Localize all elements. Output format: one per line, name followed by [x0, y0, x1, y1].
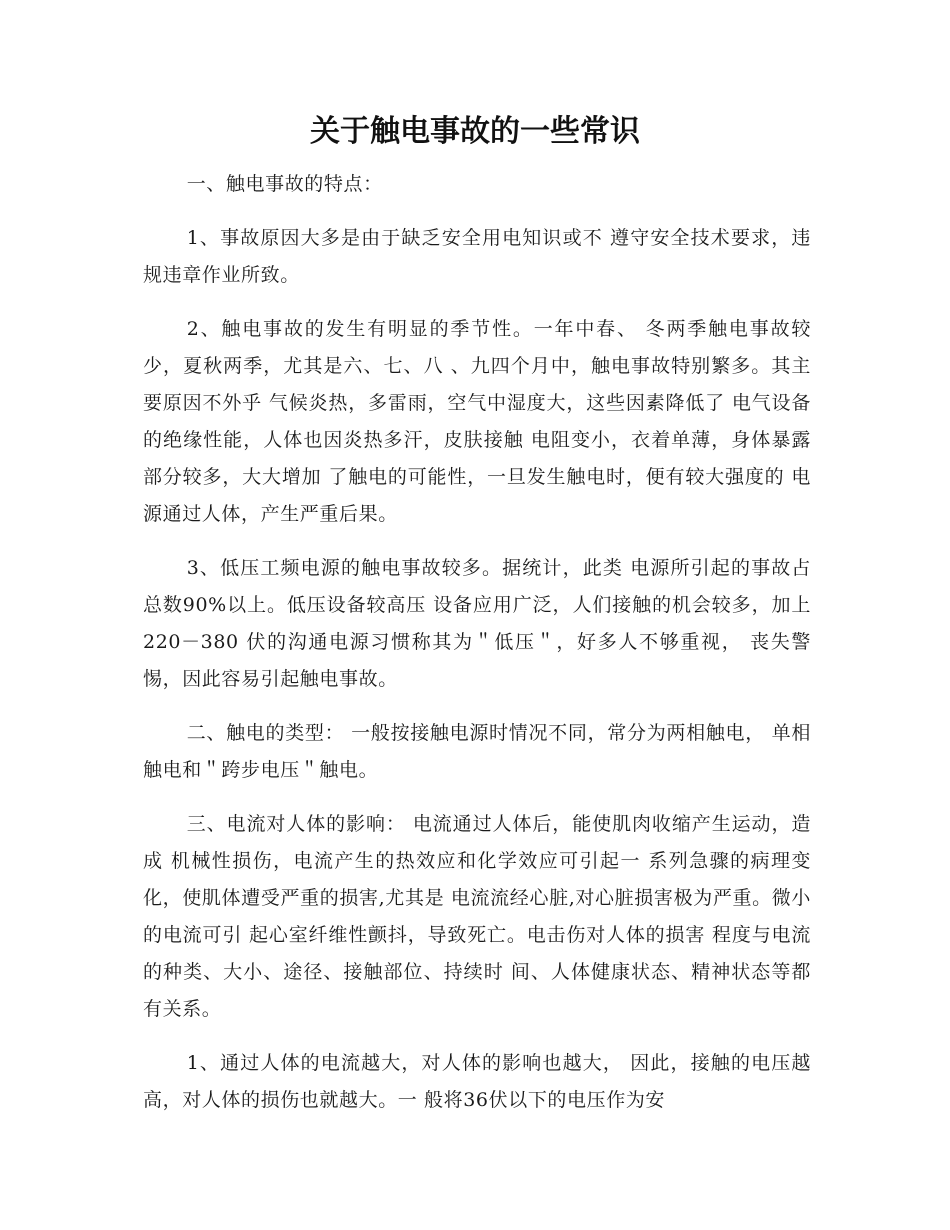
paragraph-low-voltage: 3、低压工频电源的触电事故较多。据统计，此类 电源所引起的事故占总数90%以上。低压设备较高压 设备应用广泛，人们接触的机会较多，加上220－380 伏的沟通电源习惯称其为＂低压＂，好多人不够重视， 丧失警惕，因此容易引起触电事故。 — [143, 557, 811, 690]
document-body — [143, 166, 811, 1119]
paragraph-shock-types: 二、触电的类型： 一般按接触电源时情况不同，常分为两相触电， 单相触电和＂跨步电压＂触电。 — [143, 722, 811, 781]
paragraph-cause: 1、事故原因大多是由于缺乏安全用电知识或不 遵守安全技术要求，违规违章作业所致。 — [143, 227, 811, 286]
paragraph-current-magnitude: 1、通过人体的电流越大，对人体的影响也越大， 因此，接触的电压越高，对人体的损伤也就越大。一 般将36伏以下的电压作为安 — [143, 1052, 811, 1111]
document-title: 关于触电事故的一些常识 — [310, 114, 640, 149]
paragraph-seasonality: 2、触电事故的发生有明显的季节性。一年中春、 冬两季触电事故较少，夏秋两季，尤其是六、七、八 、九四个月中，触电事故特别繁多。其主要原因不外乎 气候炎热，多雷雨，空气中湿度大，这些因素降低了 电气设备的绝缘性能，人体也因炎热多汗，皮肤接触 电阻变小，衣着单薄，身体暴露部分较多，大大增加 了触电的可能性，一旦发生触电时，便有较大强度的 电源通过人体，产生严重后果。 — [143, 318, 811, 525]
section-heading-characteristics: 一、触电事故的特点： — [186, 173, 383, 195]
paragraph-current-effects: 三、电流对人体的影响： 电流通过人体后，能使肌肉收缩产生运动，造成 机械性损伤，电流产生的热效应和化学效应可引起一 系列急骤的病理变化，使肌体遭受严重的损害,尤其是 电流流经心脏,对心脏损害极为严重。微小的电流可引 起心室纤维性颤抖，导致死亡。电击伤对人体的损害 程度与电流的种类、大小、途径、接触部位、持续时 间、人体健康状态、精神状态等都有关系。 — [143, 813, 811, 1020]
